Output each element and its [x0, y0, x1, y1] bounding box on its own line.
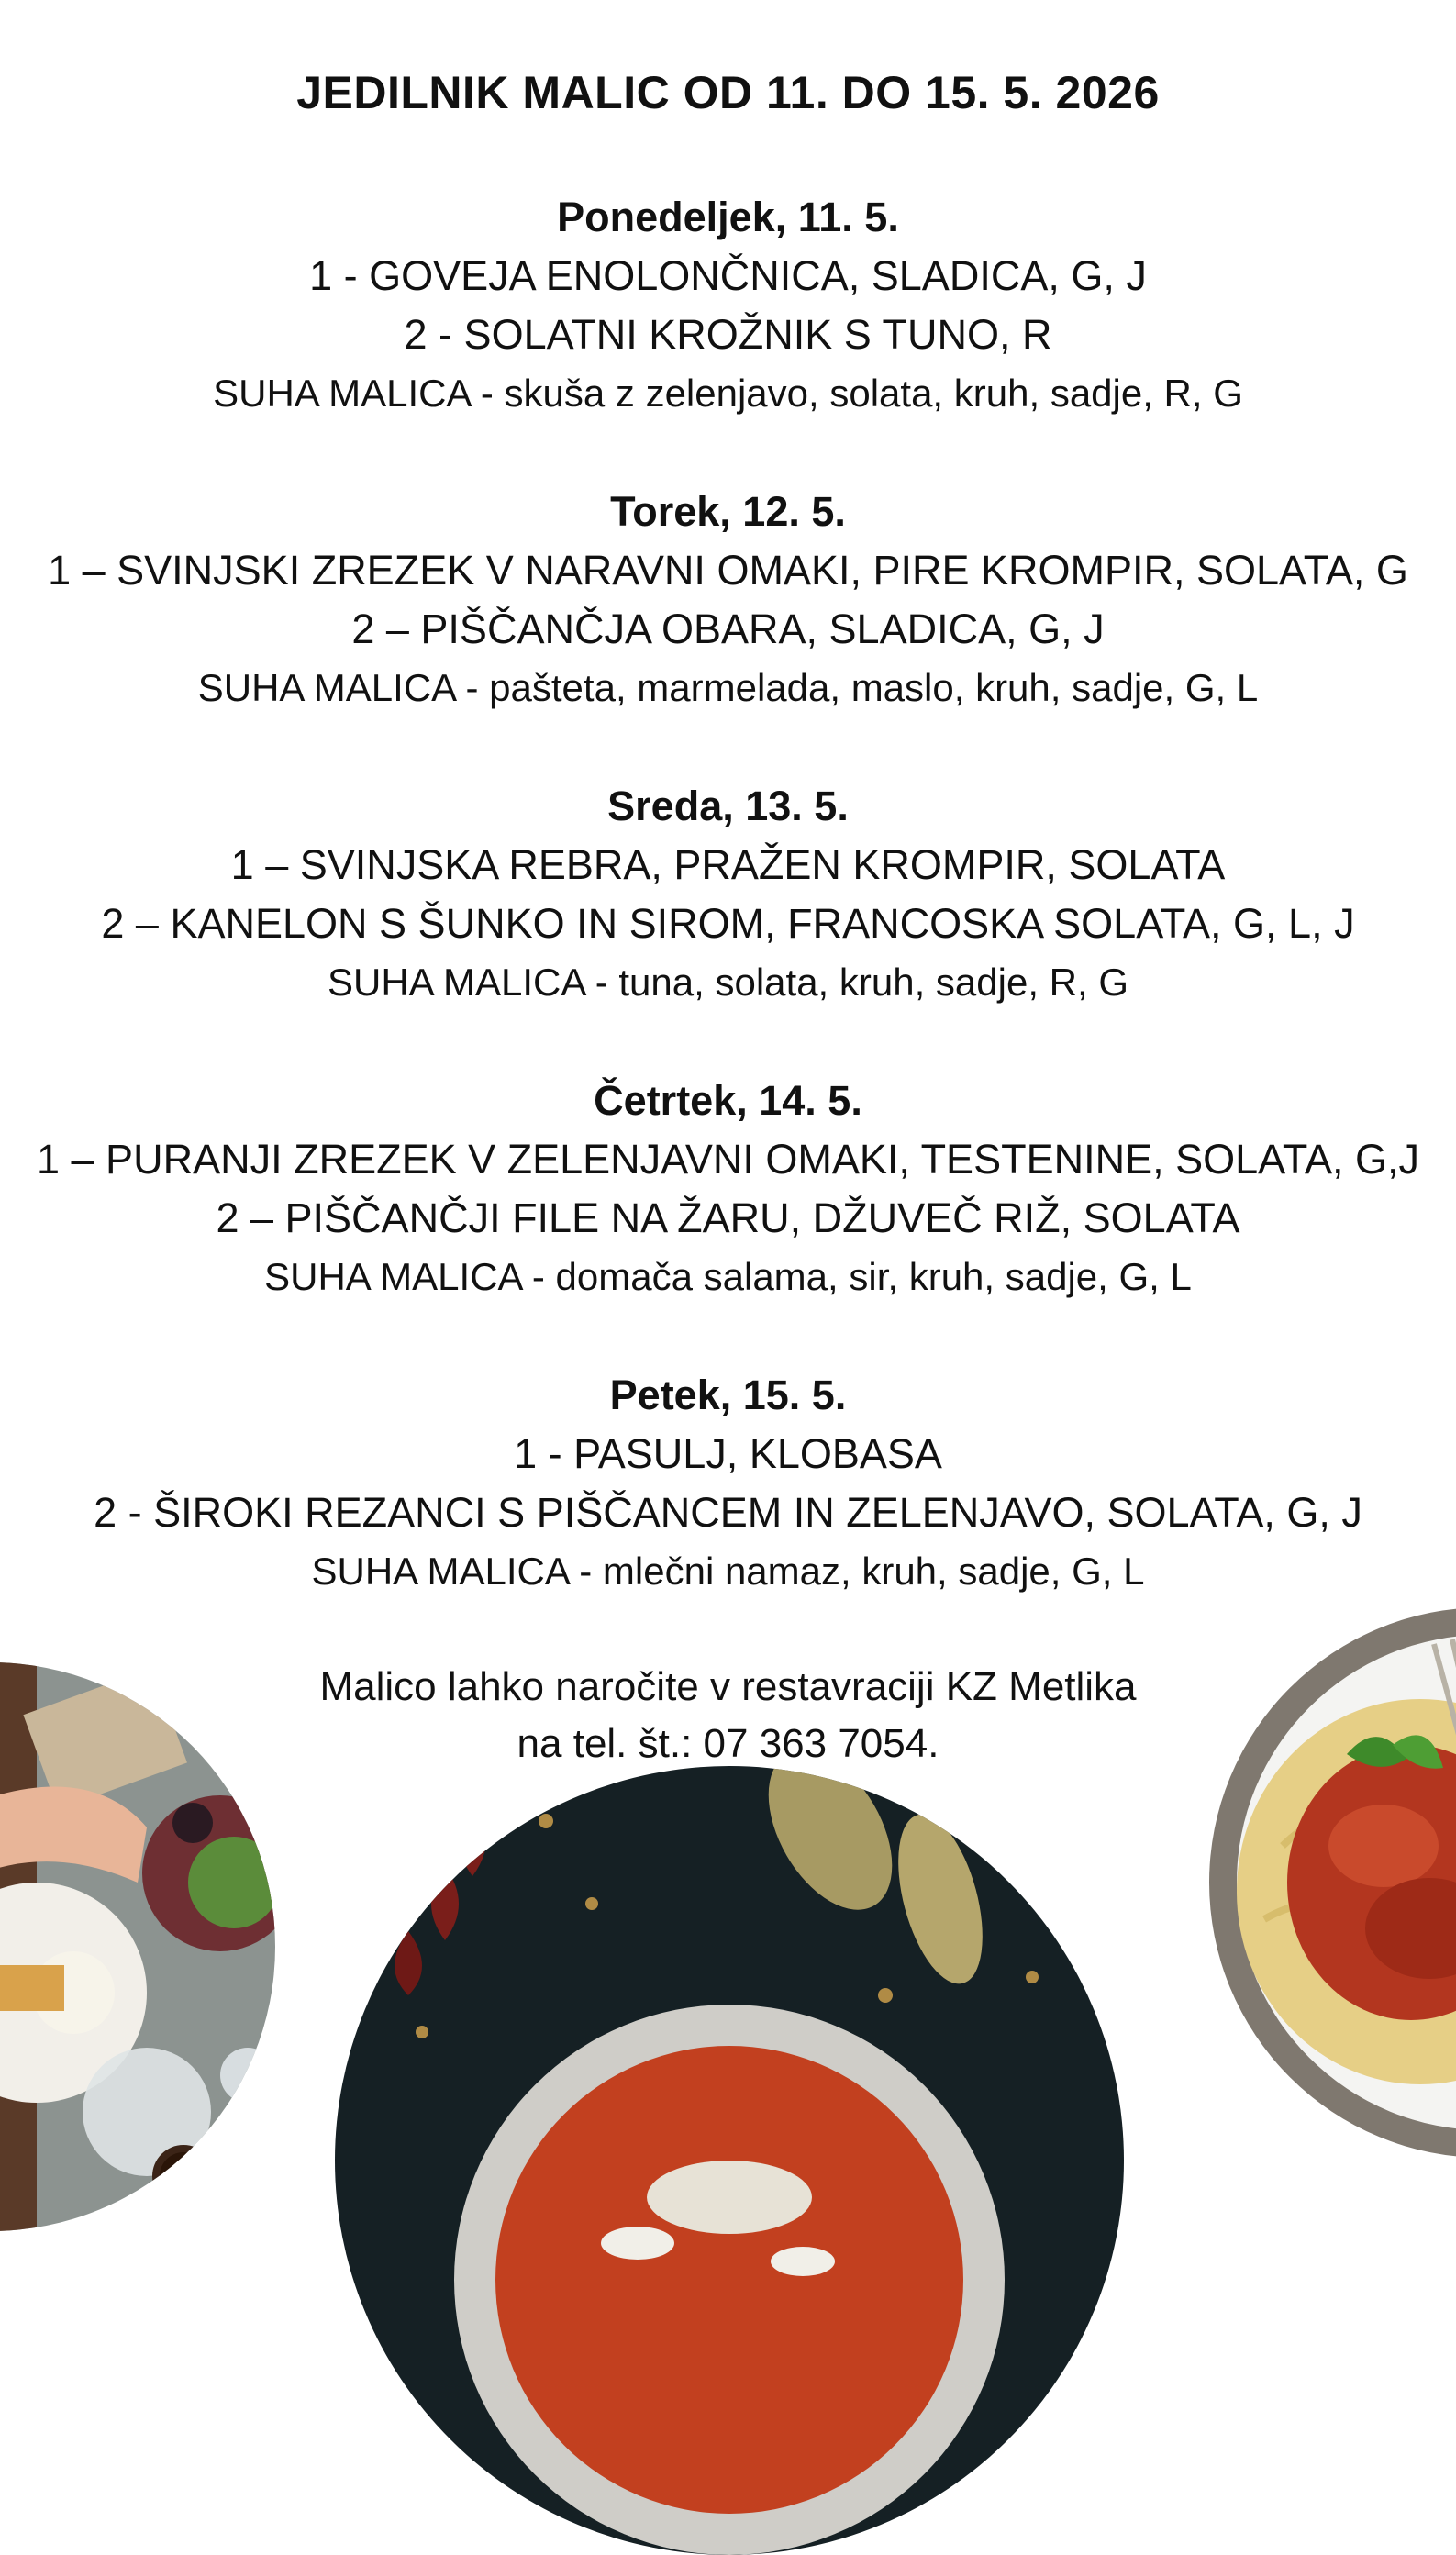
order-info-line-1: Malico lahko naročite v restavraciji KZ Metlika: [319, 1664, 1137, 1709]
order-info: [0, 1659, 1456, 1772]
day-thursday: [0, 1072, 1456, 1306]
day-heading: Petek, 15. 5.: [609, 1372, 847, 1418]
day-monday: [0, 188, 1456, 423]
dry-lunch: SUHA MALICA - mlečni namaz, kruh, sadje, G, L: [311, 1550, 1145, 1593]
day-heading: Četrtek, 14. 5.: [594, 1077, 862, 1124]
day-wednesday: [0, 777, 1456, 1012]
order-info-line-2: na tel. št.: 07 363 7054.: [517, 1721, 939, 1766]
day-friday: [0, 1366, 1456, 1601]
menu-option-1: 1 – SVINJSKA REBRA, PRAŽEN KROMPIR, SOLATA: [230, 841, 1226, 888]
dry-lunch: SUHA MALICA - pašteta, marmelada, maslo, kruh, sadje, G, L: [197, 666, 1259, 709]
menu-option-2: 2 – KANELON S ŠUNKO IN SIROM, FRANCOSKA SOLATA, G, L, J: [101, 900, 1355, 947]
menu-option-2: 2 - ŠIROKI REZANCI S PIŠČANCEM IN ZELENJAVO, SOLATA, G, J: [94, 1489, 1362, 1536]
menu-option-1: 1 – SVINJSKI ZREZEK V NARAVNI OMAKI, PIRE KROMPIR, SOLATA, G: [48, 547, 1408, 594]
menu-option-2: 2 – PIŠČANČJI FILE NA ŽARU, DŽUVEČ RIŽ, SOLATA: [216, 1194, 1240, 1241]
menu-option-1: 1 - GOVEJA ENOLONČNICA, SLADICA, G, J: [309, 252, 1147, 299]
day-heading: Ponedeljek, 11. 5.: [557, 194, 899, 240]
menu-option-1: 1 - PASULJ, KLOBASA: [514, 1430, 942, 1477]
dry-lunch: SUHA MALICA - tuna, solata, kruh, sadje, R, G: [327, 961, 1129, 1004]
dry-lunch: SUHA MALICA - skuša z zelenjavo, solata, kruh, sadje, R, G: [213, 372, 1243, 415]
menu-option-2: 2 – PIŠČANČJA OBARA, SLADICA, G, J: [351, 605, 1105, 652]
day-heading: Sreda, 13. 5.: [607, 783, 849, 829]
soup-bowl-image: [335, 1766, 1124, 2555]
page-title: JEDILNIK MALIC OD 11. DO 15. 5. 2026: [296, 67, 1160, 118]
menu-option-1: 1 – PURANJI ZREZEK V ZELENJAVNI OMAKI, TESTENINE, SOLATA, G,J: [37, 1136, 1419, 1183]
day-heading: Torek, 12. 5.: [610, 488, 846, 535]
menu-option-2: 2 - SOLATNI KROŽNIK S TUNO, R: [404, 311, 1052, 358]
food-photo-center: [335, 1766, 1124, 2555]
dry-lunch: SUHA MALICA - domača salama, sir, kruh, sadje, G, L: [264, 1255, 1192, 1298]
day-tuesday: [0, 483, 1456, 717]
